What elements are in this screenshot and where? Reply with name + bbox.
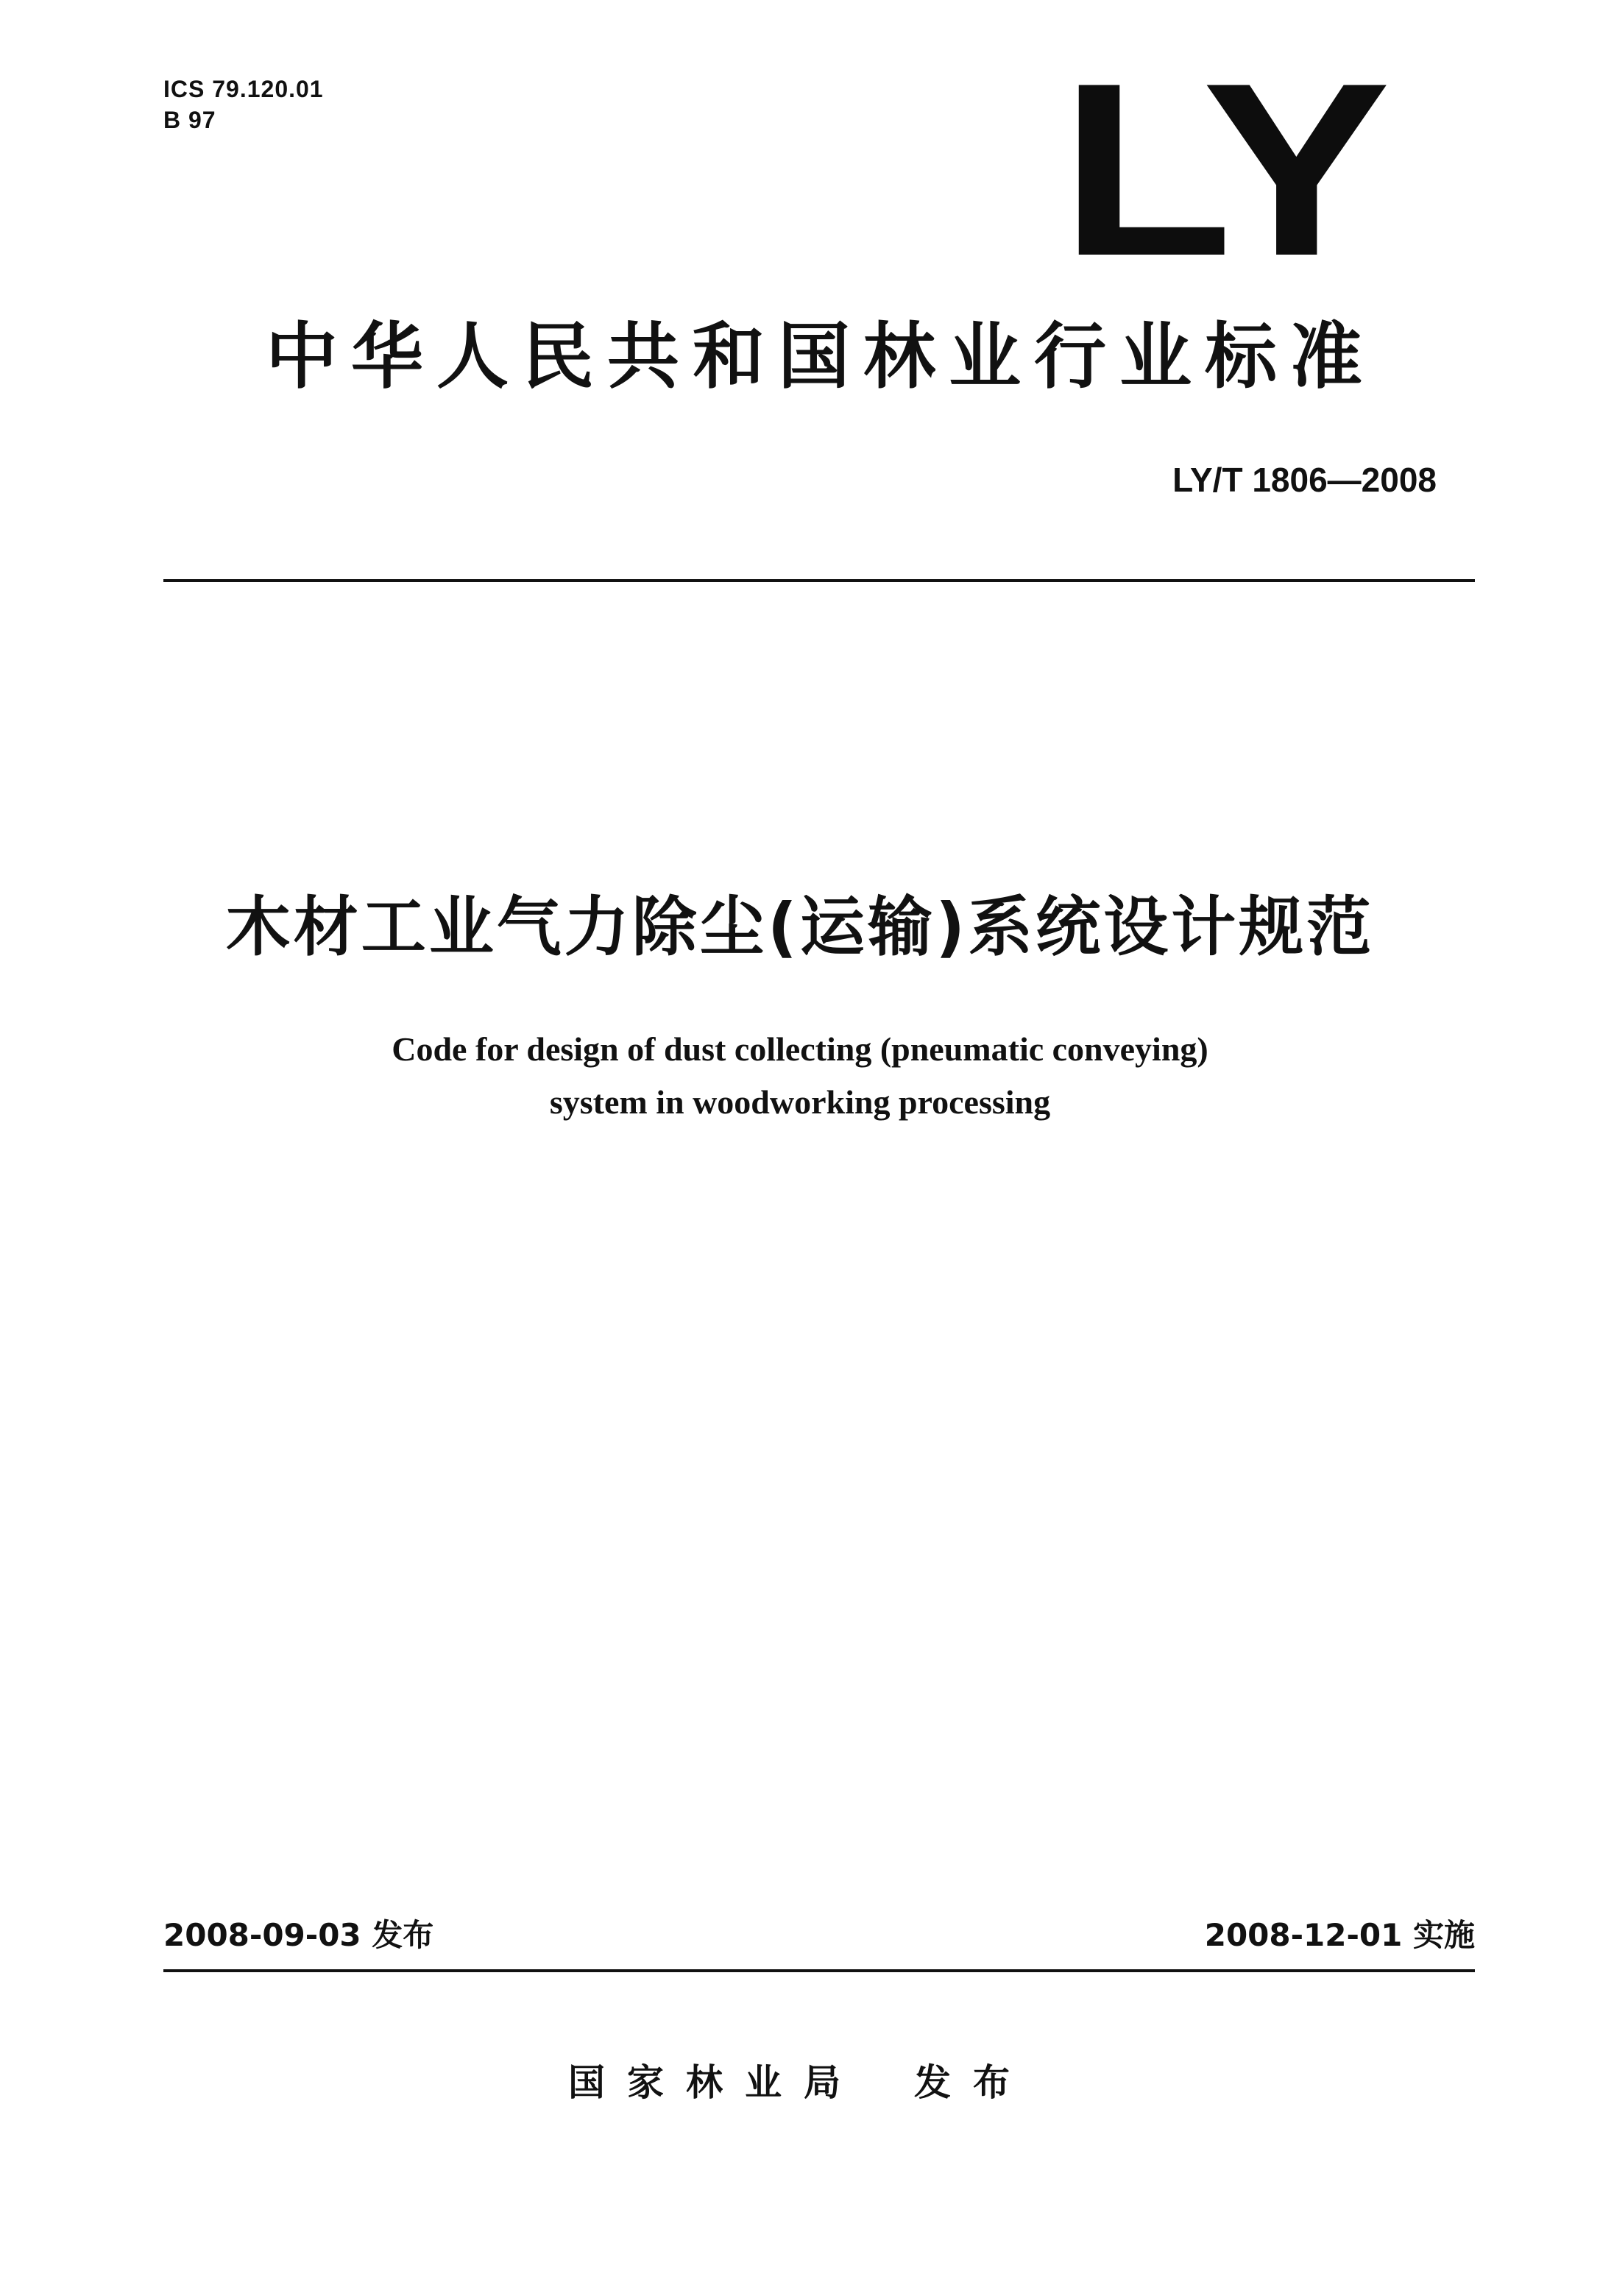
publisher-action: 发布 (914, 2061, 1032, 2104)
footer-divider (163, 1969, 1475, 1972)
publisher-line (110, 2057, 1490, 2108)
implementation-date: 2008-12-01 实施 (1204, 1917, 1475, 1953)
class-code: B 97 (163, 107, 216, 133)
publisher-name: 国家林业局 (568, 2061, 863, 2104)
chinese-title: 木材工业气力除尘(运输)系统设计规范 (225, 889, 1375, 965)
issue-date: 2008-09-03 发布 (163, 1917, 434, 1953)
standard-logo: LY (1060, 32, 1387, 307)
standard-number: LY/T 1806—2008 (1172, 461, 1437, 499)
header-divider (163, 579, 1475, 582)
english-title (110, 1023, 1490, 1129)
classification-codes (163, 74, 324, 135)
english-title-line-2: system in woodworking processing (549, 1083, 1051, 1121)
english-title-line-1: Code for design of dust collecting (pneumatic conveying) (392, 1030, 1208, 1068)
ics-code: ICS 79.120.01 (163, 76, 324, 102)
standard-category-heading: 中华人民共和国林业行业标准 (265, 315, 1376, 399)
